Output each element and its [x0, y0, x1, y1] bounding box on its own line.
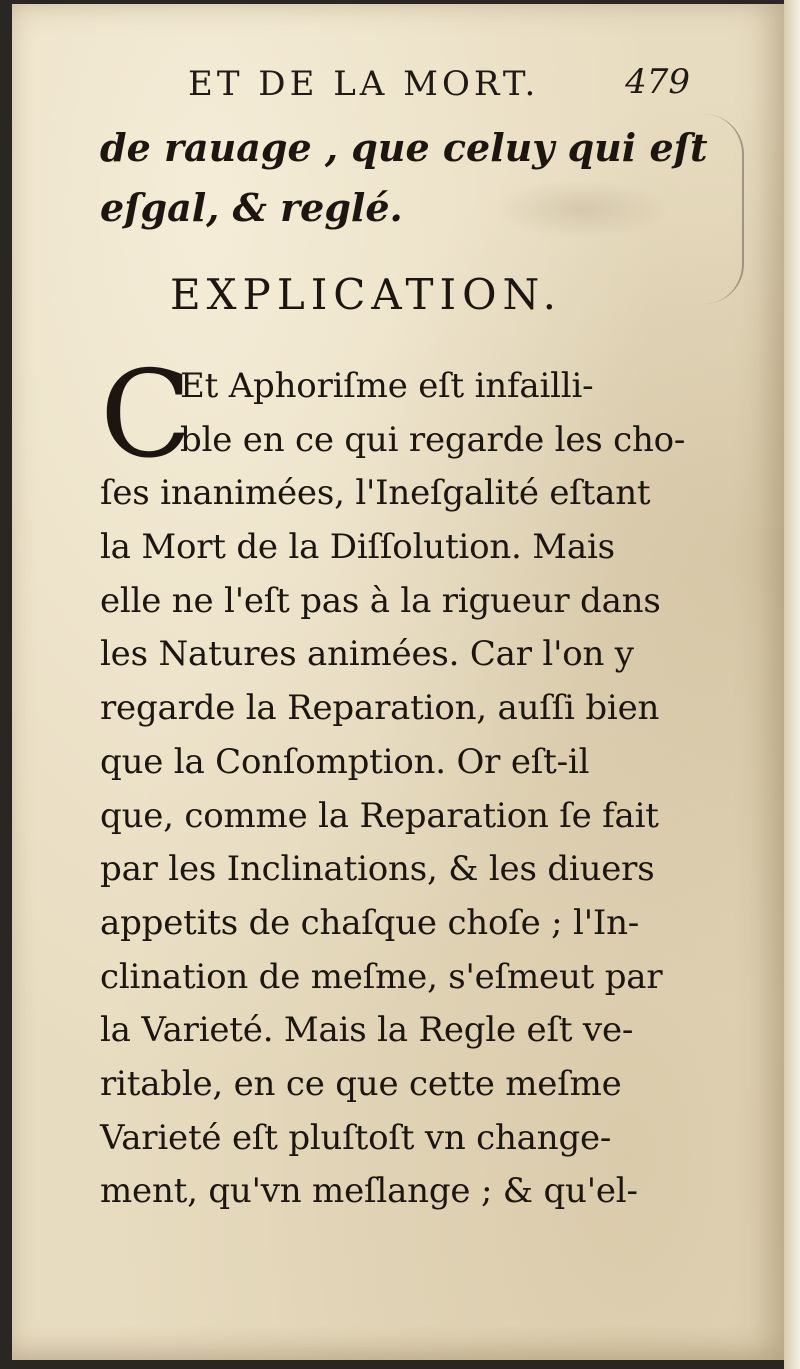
text-line: la Varieté. Mais la Regle eſt ve-	[100, 1010, 634, 1051]
text-line: clination de meſme, s'eſmeut par	[100, 956, 663, 997]
italic-line: eſgal, & reglé.	[100, 185, 403, 230]
text-line: par les Inclinations, & les diuers	[100, 849, 655, 890]
drop-cap: C	[100, 346, 192, 485]
text-line: les Natures animées. Car l'on y	[100, 634, 634, 675]
page-number: 479	[625, 62, 690, 102]
italic-line: de rauage , que celuy qui eſt	[100, 125, 708, 170]
text-line: regarde la Reparation, auſſi bien	[100, 688, 660, 729]
text-line: ritable, en ce que cette meſme	[100, 1063, 622, 1104]
text-line: Varieté eſt pluſtoſt vn change-	[100, 1117, 612, 1158]
text-line: la Mort de la Diſſolution. Mais	[100, 527, 615, 568]
running-title: ET DE LA MORT.	[188, 64, 540, 104]
text-line: ment, qu'vn meſlange ; & qu'el-	[100, 1171, 638, 1212]
italic-text-block	[100, 118, 708, 238]
body-paragraph	[100, 360, 720, 1219]
section-heading: EXPLICATION.	[170, 270, 562, 319]
page-edge	[784, 0, 800, 1369]
text-line: que, comme la Reparation ſe fait	[100, 795, 659, 836]
text-line: ble en ce qui regarde les cho-	[180, 419, 686, 460]
text-line: Et Aphoriſme eſt infailli-	[180, 366, 594, 406]
text-line: elle ne l'eſt pas à la rigueur dans	[100, 580, 661, 621]
running-header	[170, 58, 690, 108]
text-line: ſes inanimées, l'Ineſgalité eſtant	[100, 473, 651, 514]
text-line: appetits de chaſque choſe ; l'In-	[100, 902, 640, 943]
text-line: que la Conſomption. Or eſt-il	[100, 741, 590, 782]
